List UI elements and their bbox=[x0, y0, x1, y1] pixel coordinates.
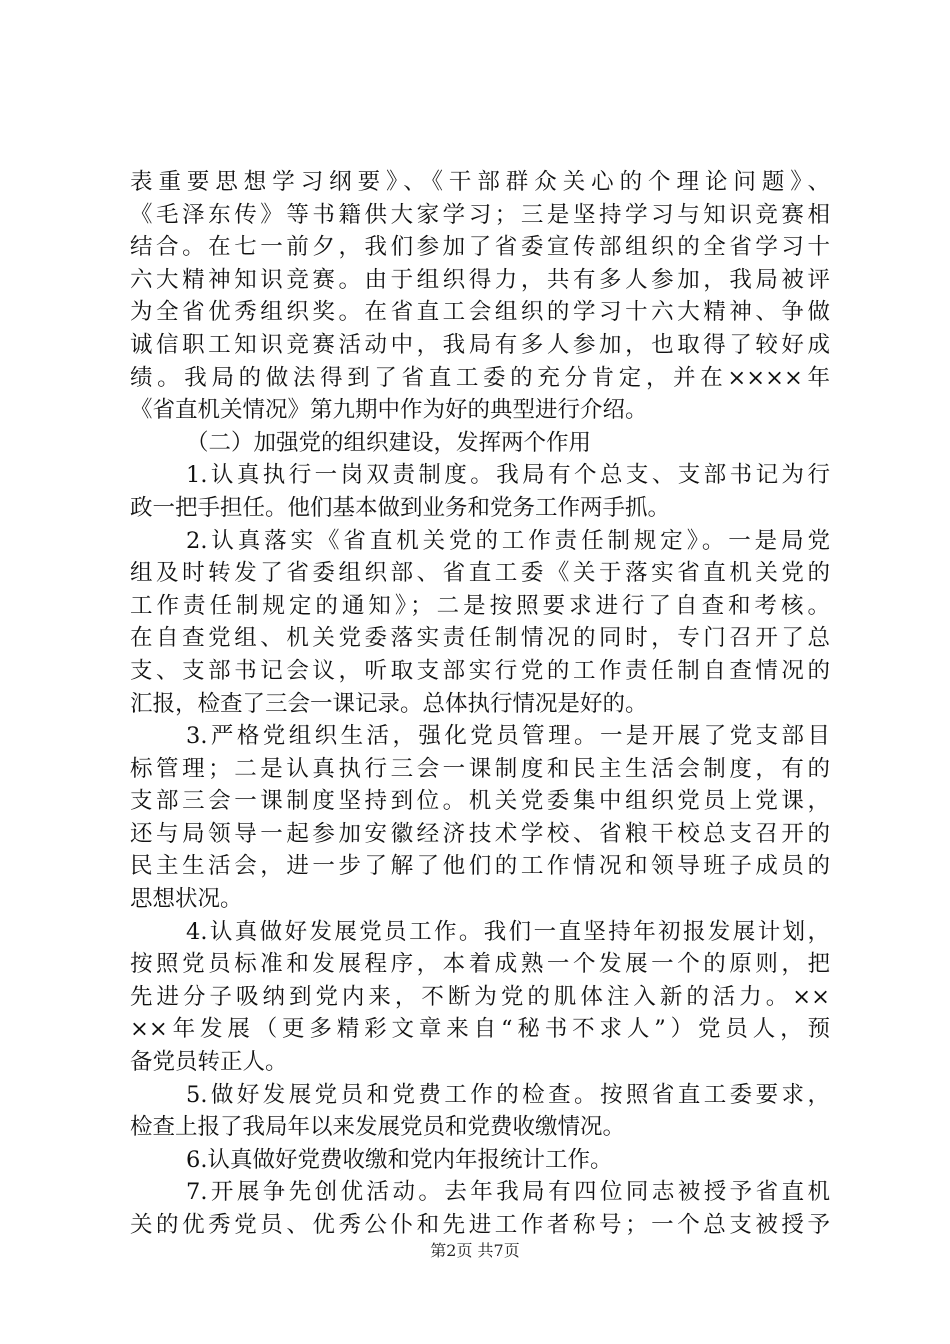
text-line: 4.认真做好发展党员工作。我们一直坚持年初报发展计划， bbox=[186, 918, 830, 945]
text-line: 工作责任制规定的通知》；二是按照要求进行了自查和考核。 bbox=[130, 592, 830, 619]
text-line: 六大精神知识竞赛。由于组织得力，共有多人参加，我局被评 bbox=[130, 266, 830, 293]
text-line: 标管理；二是认真执行三会一课制度和民主生活会制度，有的 bbox=[130, 755, 830, 782]
text-line: 关的优秀党员、优秀公仆和先进工作者称号；一个总支被授予 bbox=[130, 1212, 830, 1238]
text-line: 组及时转发了省委组织部、省直工委《关于落实省直机关党的 bbox=[130, 560, 830, 587]
page-footer: 第2页 共7页 bbox=[430, 1241, 520, 1260]
text-line: 先进分子吸纳到党内来，不断为党的肌体注入新的活力。×× bbox=[130, 983, 830, 1010]
text-line: 5.做好发展党员和党费工作的检查。按照省直工委要求， bbox=[186, 1081, 830, 1108]
text-line: 为全省优秀组织奖。在省直工会组织的学习十六大精神、争做 bbox=[130, 299, 830, 326]
text-line: 汇报，检查了三会一课记录。总体执行情况是好的。 bbox=[130, 690, 648, 717]
text-line: 1.认真执行一岗双责制度。我局有个总支、支部书记为行 bbox=[186, 462, 830, 489]
text-line: 结合。在七一前夕，我们参加了省委宣传部组织的全省学习十 bbox=[130, 234, 830, 261]
text-line: 表重要思想学习纲要》、《干部群众关心的个理论问题》、 bbox=[130, 169, 830, 195]
text-line: 民主生活会，进一步了解了他们的工作情况和领导班子成员的 bbox=[130, 853, 830, 880]
document-body bbox=[130, 166, 830, 1242]
text-line: 诚信职工知识竞赛活动中，我局有多人参加，也取得了较好成 bbox=[130, 331, 830, 358]
text-line: 7.开展争先创优活动。去年我局有四位同志被授予省直机 bbox=[186, 1179, 830, 1206]
text-line: 思想状况。 bbox=[130, 886, 243, 913]
text-line: 备党员转正人。 bbox=[130, 1049, 288, 1076]
text-line: 支部三会一课制度坚持到位。机关党委集中组织党员上党课， bbox=[130, 788, 830, 815]
text-line: 还与局领导一起参加安徽经济技术学校、省粮干校总支召开的 bbox=[130, 820, 830, 847]
text-line: （二）加强党的组织建设，发挥两个作用 bbox=[186, 429, 592, 456]
text-line: 在自查党组、机关党委落实责任制情况的同时，专门召开了总 bbox=[130, 625, 830, 652]
text-line: 按照党员标准和发展程序，本着成熟一个发展一个的原则，把 bbox=[130, 951, 830, 978]
text-line: 检查上报了我局年以来发展党员和党费收缴情况。 bbox=[130, 1114, 626, 1141]
text-line: 2.认真落实《省直机关党的工作责任制规定》。一是局党 bbox=[186, 527, 830, 554]
text-line: 政一把手担任。他们基本做到业务和党务工作两手抓。 bbox=[130, 494, 671, 521]
text-line: 《毛泽东传》等书籍供大家学习；三是坚持学习与知识竞赛相 bbox=[130, 201, 830, 228]
text-line: ××年发展（更多精彩文章来自“秘书不求人”）党员人，预 bbox=[130, 1016, 830, 1043]
text-line: 支、支部书记会议，听取支部实行党的工作责任制自查情况的 bbox=[130, 657, 830, 684]
text-line: 3.严格党组织生活，强化党员管理。一是开展了党支部目 bbox=[186, 723, 830, 750]
text-line: 绩。我局的做法得到了省直工委的充分肯定，并在××××年 bbox=[130, 364, 830, 391]
text-line: 《省直机关情况》第九期中作为好的典型进行介绍。 bbox=[130, 397, 648, 424]
text-line: 6.认真做好党费收缴和党内年报统计工作。 bbox=[186, 1146, 613, 1173]
